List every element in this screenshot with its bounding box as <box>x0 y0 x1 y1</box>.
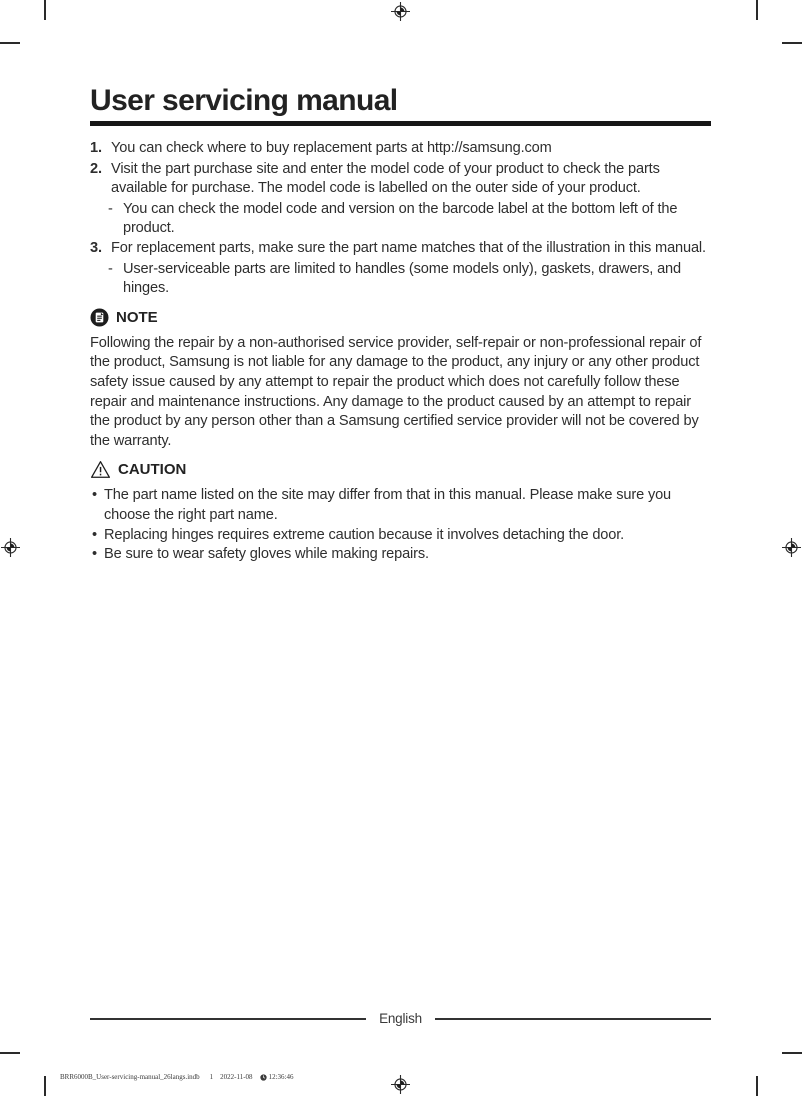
bullet-item <box>90 486 711 525</box>
crop-mark <box>0 42 20 44</box>
list-item-text: For replacement parts, make sure the part name matches that of the illustration in this manual. <box>111 239 706 256</box>
crop-mark <box>782 42 802 44</box>
list-item-text: You can check where to buy replacement parts at http://samsung.com <box>111 140 552 156</box>
bullet-text: The part name listed on the site may differ from that in this manual. Please make sure you choose the right part name. <box>104 487 672 523</box>
bullet-text: Be sure to wear safety gloves while making repairs. <box>104 546 429 563</box>
crop-mark <box>0 1052 20 1054</box>
print-date: 2022-11-08 <box>220 1073 253 1081</box>
bullet-item <box>90 526 711 546</box>
note-label: NOTE <box>116 308 158 326</box>
page-footer <box>90 1011 711 1026</box>
bullet-text: Replacing hinges requires extreme caution because it involves detaching the door. <box>104 526 625 543</box>
list-item-text: Visit the part purchase site and enter the model code of your product to check the parts available for purchase. The model code is labelled on the outer side of your product. <box>111 160 660 197</box>
note-paragraph: Following the repair by a non-authorised service provider, self-repair or non-professional repair of the product, Samsung is not liable for any damage to the product, any injury or any other product safety issue caused by any attempt to repair the product which does not carefully follow these repair and maintenance instructions. Any damage to the product caused by an attempt to repair the product by any person other than a Samsung certified service provider will not be covered by the warranty. <box>90 334 702 449</box>
list-item-number: 1. <box>90 140 102 156</box>
registration-crosshair-icon <box>782 538 801 557</box>
print-slug-line <box>60 1073 293 1081</box>
list-item-number: 2. <box>90 160 102 177</box>
page-title: User servicing manual <box>90 84 398 117</box>
crop-mark <box>756 1076 758 1096</box>
sub-list-item <box>90 200 711 239</box>
crop-mark <box>44 0 46 20</box>
caution-heading <box>90 460 711 479</box>
caution-label: CAUTION <box>118 461 187 479</box>
bullet-dot: • <box>92 487 97 504</box>
list-item <box>90 239 711 259</box>
clock-icon <box>260 1074 267 1081</box>
sub-item-dash: - <box>108 260 113 277</box>
list-item <box>90 139 711 159</box>
sub-item-text: You can check the model code and version on the barcode label at the bottom left of the product. <box>123 200 678 237</box>
note-document-icon <box>90 308 109 327</box>
crop-mark <box>756 0 758 20</box>
print-time: 12:36:46 <box>268 1073 294 1081</box>
bullet-item <box>90 545 711 565</box>
language-label: English <box>379 1011 422 1026</box>
footer-rule-left <box>90 1018 366 1020</box>
note-heading <box>90 308 711 327</box>
crop-mark <box>44 1076 46 1096</box>
sub-list-item <box>90 260 711 299</box>
registration-crosshair-icon <box>391 2 410 21</box>
sub-item-text: User-serviceable parts are limited to handles (some models only), gaskets, drawers, and hinges. <box>123 260 681 297</box>
registration-crosshair-icon <box>1 538 20 557</box>
list-item <box>90 160 711 199</box>
sub-item-dash: - <box>108 200 113 217</box>
print-file-name: BRR6000B_User-servicing-manual_26langs.indb <box>60 1073 200 1081</box>
crop-mark <box>782 1052 802 1054</box>
print-page-number: 1 <box>209 1073 214 1081</box>
warning-triangle-icon <box>90 460 111 479</box>
title-rule <box>90 121 711 126</box>
caution-bullets <box>90 486 711 564</box>
numbered-instructions <box>90 139 711 299</box>
list-item-number: 3. <box>90 239 102 256</box>
registration-crosshair-icon <box>391 1075 410 1094</box>
bullet-dot: • <box>92 546 97 563</box>
footer-rule-right <box>435 1018 711 1020</box>
bullet-dot: • <box>92 526 97 543</box>
